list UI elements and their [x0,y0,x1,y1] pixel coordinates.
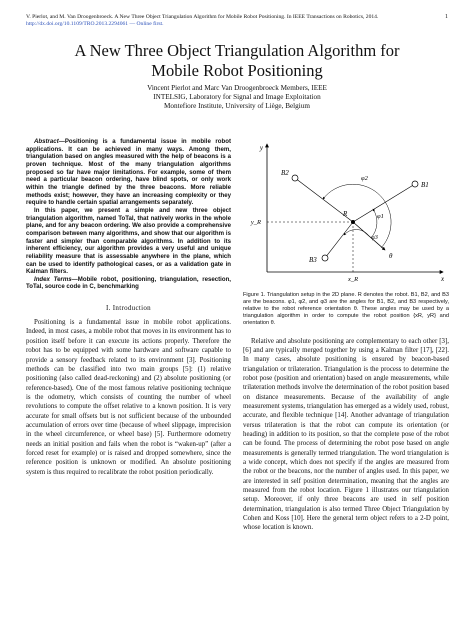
robot-label: R [343,210,348,218]
citation-header [26,14,446,28]
section-heading-introduction: I. Introduction [106,304,151,313]
abstract-label: Abstract [34,138,59,145]
abstract-paragraph-1: Abstract—Positioning is a fundamental issue in mobile robot applications. It can be achieved in many ways. Among them, triangulation based on angles measured with the help of beacons is a proven technique. Most of the many triangulation algorithms proposed so far have major limitations. For example, some of them need a particular beacon ordering, have blind spots, or only work within the triangle defined by the three beacons. More reliable methods exist; however, they have an increasing complexity or they require to handle certain spatial arrangements separately. [26,138,231,207]
doi-link[interactable]: http://dx.doi.org/10.1109/TRO.2013.2294061 — Online first. [26,21,164,28]
introduction-paragraph: Positioning is a fundamental issue in mobile robot applications. Indeed, in most cases, a mobile robot that moves in its environment has to position itself before it can execute its actions properly. Therefore the robot has to be equipped with some hardware and software capable to provide a sensory feedback related to its environment [3]. Positioning methods can be classified into two main groups [5]: (1) relative positioning (also called dead-reckoning) and (2) absolute positioning (or reference-based). One of the most famous relative positioning technique is the odometry, which consists of counting the number of wheel revolutions to compute the offset relative to a known position. It is very accurate for small offsets but is not sufficient because of the unbounded accumulation of errors over time (because of wheel slippage, imprecision in the wheel circumference, or wheel base) [5]. Furthermore odometry needs an initial position and fails when the robot is “waken-up” (after a forced reset for example) or is raised and dropped somewhere, since the reference position is unknown or modified. An absolute positioning system is thus required to recalibrate the robot position periodically. [26,319,231,476]
author-institute: Montefiore Institute, University of Liège, Belgium [164,102,310,110]
phi3-label: φ3 [371,234,378,241]
triangulation-figure [243,138,449,290]
y-r-label: y_R [250,219,261,226]
robot-point [351,220,355,224]
index-terms: Index Terms—Mobile robot, positioning, triangulation, resection, ToTal, source code in C, benchmarking [26,275,231,291]
beacon-b3 [322,255,328,261]
abstract-text-1: Positioning is a fundamental issue in mobile robot applications. It can be achieved in many ways. Among them, triangulation based on angles measured with the help of beacons is a proven technique. Most of the many triangulation algorithms proposed so far have major limitations. For example, some of them need a particular beacon ordering, have blind spots, or only work within the triangle defined by the three beacons. More reliable methods exist; however, they have an increasing complexity or they require to handle certain spatial arrangements separately. [26,138,231,207]
author-lab: INTELSIG, Laboratory for Signal and Image Exploitation [153,93,321,101]
page-number: 1 [445,14,448,20]
y-axis-label: y [259,144,263,152]
line-to-b3 [325,222,353,258]
x-axis-label: x [441,275,445,283]
citation-text: V. Pierlot, and M. Van Droogenbroeck. A New Three Object Triangulation Algorithm for Mobile Robot Positioning. In IEEE Transactions on Robotics, 2014. [26,14,379,20]
phi2-label: φ2 [361,175,368,182]
author-names: Vincent Pierlot and Marc Van Droogenbroeck Members, IEEE [147,84,327,92]
theta-label: θ [389,252,393,260]
phi1-label: φ1 [377,213,384,220]
index-terms-label: Index Terms [34,275,72,283]
author-block [0,84,474,111]
abstract-paragraph-2: In this paper, we present a simple and new three object triangulation algorithm, named ToTal, that natively works in the whole plane, and for any beacon ordering. We also provide a comprehensive comparison between many algorithms, and show that our algorithm is faster and simpler than comparable algorithms. In addition to its inherent efficiency, our algorithm provides a very useful and unique reliability measure that is assessable anywhere in the plane, which can be used to identify pathological cases, or as a validation gate in Kalman filters. [26,206,231,276]
x-r-label: x_R [347,276,359,283]
figure-caption: Figure 1. Triangulation setup in the 2D plane. R denotes the robot. B1, B2, and B3 are the beacons. φ1, φ2, and φ3 are the angles for B1, B2, and B3 respectively, relative to the robot reference orientation θ. These angles may be used by a triangulation algorithm in order to compute the robot position {xR, yR} and orientation θ. [243,292,449,326]
index-terms-text: Mobile robot, positioning, triangulation, resection, ToTal, source code in C, benchmarking [26,275,231,291]
b3-label: B3 [309,256,317,264]
b2-label: B2 [281,169,289,177]
paper-title [0,41,474,81]
beacon-b1 [412,181,418,187]
title-line-2: Mobile Robot Positioning [151,61,323,80]
line-to-b1 [353,184,415,222]
left-column [26,138,231,477]
b1-label: B1 [421,181,429,189]
right-body-paragraph: Relative and absolute positioning are complementary to each other [3], [6] and are typically merged together by using a Kalman filter [17], [22]. In many cases, absolute positioning is ensured by beacon-based triangulation or trilateration. Triangulation is the process to determine the robot pose (position and orientation) based on angle measurements, while trilateration methods involve the determination of the robot position based on distance measurements. Because of the availability of angle measurement systems, triangulation has emerged as a widely used, robust, accurate, and flexible technique [14]. Another advantage of triangulation versus trilateration is that the robot can compute its orientation (or heading) in addition to its position, so that the complete pose of the robot can be found. The process of determining the robot pose based on angle measurements is generally termed triangulation. The word triangulation is a wide concept, which does not specify if the angles are measured from the robot or the beacons, nor the number of angles used. In this paper, we are interested in self position determination, meaning that the angles are measured from the robot location. Figure 1 illustrates our triangulation setup. Moreover, if only three beacons are used in self position determination, triangulation is also termed Three Object Triangulation by Cohen and Koss [10]. Here the general term object refers to a 2-D point, whose location is known. [243,337,449,532]
beacon-b2 [292,175,298,181]
right-column [243,138,449,533]
title-line-1: A New Three Object Triangulation Algorithm for [74,41,400,60]
